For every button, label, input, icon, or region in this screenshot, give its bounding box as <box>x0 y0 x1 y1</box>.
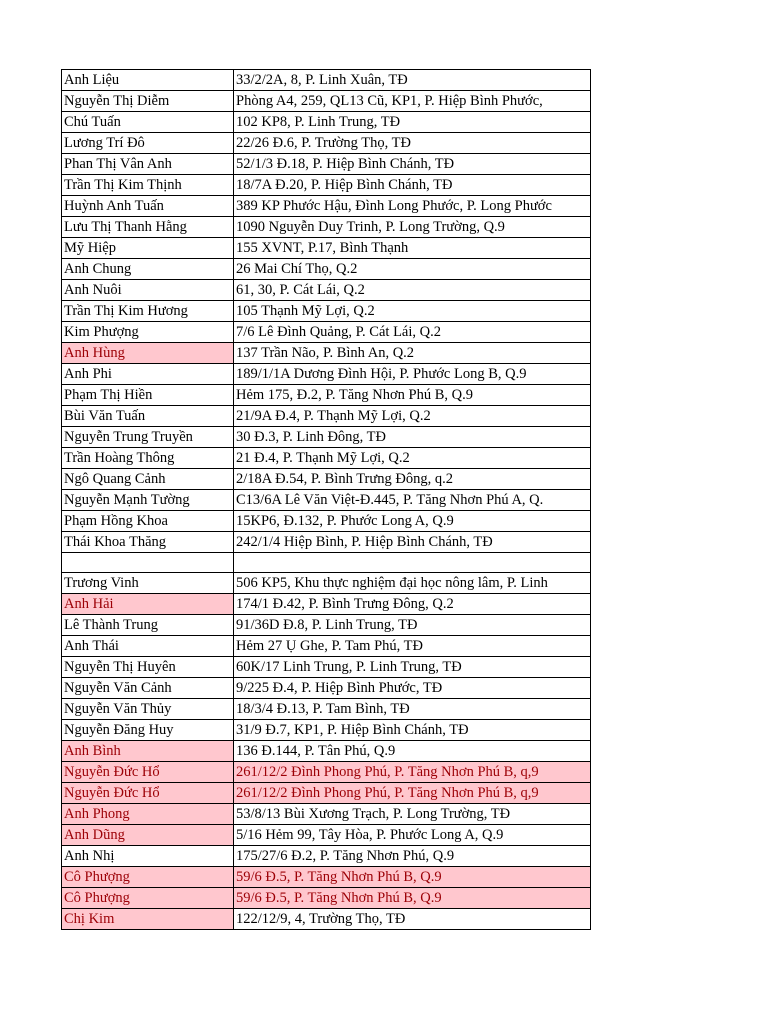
table-row <box>62 259 591 280</box>
address-cell[interactable]: 52/1/3 Đ.18, P. Hiệp Bình Chánh, TĐ <box>234 154 591 175</box>
address-cell[interactable]: 105 Thạnh Mỹ Lợi, Q.2 <box>234 301 591 322</box>
table-row <box>62 448 591 469</box>
table-row <box>62 888 591 909</box>
table-row <box>62 804 591 825</box>
name-cell[interactable]: Chú Tuấn <box>62 112 234 133</box>
name-cell[interactable]: Ngô Quang Cảnh <box>62 469 234 490</box>
table-row <box>62 322 591 343</box>
address-cell[interactable]: 506 KP5, Khu thực nghiệm đại học nông lâm, P. Linh <box>234 573 591 594</box>
address-cell[interactable]: 155 XVNT, P.17, Bình Thạnh <box>234 238 591 259</box>
name-cell[interactable]: Cô Phượng <box>62 888 234 909</box>
name-cell[interactable]: Bùi Văn Tuấn <box>62 406 234 427</box>
address-cell[interactable]: 136 Đ.144, P. Tân Phú, Q.9 <box>234 741 591 762</box>
name-cell[interactable]: Kim Phượng <box>62 322 234 343</box>
name-cell[interactable]: Anh Phi <box>62 364 234 385</box>
table-row <box>62 846 591 867</box>
name-cell[interactable]: Nguyễn Mạnh Tường <box>62 490 234 511</box>
name-cell[interactable]: Phạm Thị Hiền <box>62 385 234 406</box>
table-row <box>62 594 591 615</box>
name-cell[interactable]: Lương Trí Đô <box>62 133 234 154</box>
address-cell[interactable]: 59/6 Đ.5, P. Tăng Nhơn Phú B, Q.9 <box>234 867 591 888</box>
table-row <box>62 238 591 259</box>
name-cell[interactable]: Trần Thị Kim Thịnh <box>62 175 234 196</box>
address-cell[interactable]: 5/16 Hẻm 99, Tây Hòa, P. Phước Long A, Q.9 <box>234 825 591 846</box>
table-row <box>62 762 591 783</box>
name-cell[interactable]: Trần Thị Kim Hương <box>62 301 234 322</box>
name-cell[interactable]: Nguyễn Văn Cảnh <box>62 678 234 699</box>
address-cell[interactable]: 137 Trần Não, P. Bình An, Q.2 <box>234 343 591 364</box>
table-row <box>62 741 591 762</box>
address-cell[interactable] <box>234 553 591 573</box>
table-row <box>62 427 591 448</box>
table-row <box>62 217 591 238</box>
name-cell[interactable]: Cô Phượng <box>62 867 234 888</box>
address-cell[interactable]: 30 Đ.3, P. Linh Đông, TĐ <box>234 427 591 448</box>
name-cell[interactable]: Chị Kim <box>62 909 234 930</box>
name-cell[interactable]: Nguyễn Đức Hổ <box>62 783 234 804</box>
table-row <box>62 657 591 678</box>
name-cell[interactable]: Anh Hải <box>62 594 234 615</box>
name-cell[interactable]: Nguyễn Văn Thủy <box>62 699 234 720</box>
name-cell[interactable]: Trương Vinh <box>62 573 234 594</box>
address-sheet <box>61 69 591 930</box>
table-row <box>62 720 591 741</box>
address-cell[interactable]: 2/18A Đ.54, P. Bình Trưng Đông, q.2 <box>234 469 591 490</box>
table-row <box>62 301 591 322</box>
address-cell[interactable]: 9/225 Đ.4, P. Hiệp Bình Phước, TĐ <box>234 678 591 699</box>
name-cell[interactable] <box>62 553 234 573</box>
name-cell[interactable]: Nguyễn Đức Hổ <box>62 762 234 783</box>
table-row <box>62 112 591 133</box>
address-cell[interactable]: 18/3/4 Đ.13, P. Tam Bình, TĐ <box>234 699 591 720</box>
table-row <box>62 385 591 406</box>
address-cell[interactable]: 22/26 Đ.6, P. Trường Thọ, TĐ <box>234 133 591 154</box>
address-cell[interactable]: 60K/17 Linh Trung, P. Linh Trung, TĐ <box>234 657 591 678</box>
table-row <box>62 133 591 154</box>
address-cell[interactable]: 31/9 Đ.7, KP1, P. Hiệp Bình Chánh, TĐ <box>234 720 591 741</box>
table-row <box>62 909 591 930</box>
table-row <box>62 636 591 657</box>
table-row <box>62 615 591 636</box>
address-cell[interactable]: 21/9A Đ.4, P. Thạnh Mỹ Lợi, Q.2 <box>234 406 591 427</box>
table-row <box>62 511 591 532</box>
address-cell[interactable]: Hẻm 27 Ụ Ghe, P. Tam Phú, TĐ <box>234 636 591 657</box>
name-cell[interactable]: Lê Thành Trung <box>62 615 234 636</box>
table-row <box>62 678 591 699</box>
address-cell[interactable]: 1090 Nguyễn Duy Trinh, P. Long Trường, Q.9 <box>234 217 591 238</box>
address-cell[interactable]: 261/12/2 Đình Phong Phú, P. Tăng Nhơn Phú B, q,9 <box>234 783 591 804</box>
address-cell[interactable]: 33/2/2A, 8, P. Linh Xuân, TĐ <box>234 70 591 91</box>
address-cell[interactable]: C13/6A Lê Văn Việt-Đ.445, P. Tăng Nhơn Phú A, Q. <box>234 490 591 511</box>
name-cell[interactable]: Trần Hoàng Thông <box>62 448 234 469</box>
table-row <box>62 175 591 196</box>
address-cell[interactable]: 242/1/4 Hiệp Bình, P. Hiệp Bình Chánh, TĐ <box>234 532 591 553</box>
table-row <box>62 490 591 511</box>
address-cell[interactable]: Hẻm 175, Đ.2, P. Tăng Nhơn Phú B, Q.9 <box>234 385 591 406</box>
name-cell[interactable]: Anh Thái <box>62 636 234 657</box>
table-row <box>62 406 591 427</box>
table-row <box>62 553 591 573</box>
address-cell[interactable]: 389 KP Phước Hậu, Đình Long Phước, P. Long Phước <box>234 196 591 217</box>
name-cell[interactable]: Anh Nhị <box>62 846 234 867</box>
name-cell[interactable]: Huỳnh Anh Tuấn <box>62 196 234 217</box>
table-row <box>62 699 591 720</box>
address-cell[interactable]: 18/7A Đ.20, P. Hiệp Bình Chánh, TĐ <box>234 175 591 196</box>
name-cell[interactable]: Nguyễn Đăng Huy <box>62 720 234 741</box>
address-cell[interactable]: 102 KP8, P. Linh Trung, TĐ <box>234 112 591 133</box>
address-cell[interactable]: 61, 30, P. Cát Lái, Q.2 <box>234 280 591 301</box>
name-cell[interactable]: Anh Dũng <box>62 825 234 846</box>
address-cell[interactable]: 261/12/2 Đình Phong Phú, P. Tăng Nhơn Phú B, q,9 <box>234 762 591 783</box>
name-cell[interactable]: Phan Thị Vân Anh <box>62 154 234 175</box>
table-row <box>62 469 591 490</box>
address-cell[interactable]: 26 Mai Chí Thọ, Q.2 <box>234 259 591 280</box>
table-row <box>62 532 591 553</box>
name-cell[interactable]: Nguyễn Trung Truyền <box>62 427 234 448</box>
address-cell[interactable]: 189/1/1A Dương Đình Hội, P. Phước Long B, Q.9 <box>234 364 591 385</box>
address-cell[interactable]: 7/6 Lê Đình Quảng, P. Cát Lái, Q.2 <box>234 322 591 343</box>
name-cell[interactable]: Phạm Hồng Khoa <box>62 511 234 532</box>
name-cell[interactable]: Nguyễn Thị Huyên <box>62 657 234 678</box>
table-row <box>62 91 591 112</box>
address-cell[interactable]: 91/36D Đ.8, P. Linh Trung, TĐ <box>234 615 591 636</box>
table-row <box>62 783 591 804</box>
table-row <box>62 154 591 175</box>
address-cell[interactable]: 21 Đ.4, P. Thạnh Mỹ Lợi, Q.2 <box>234 448 591 469</box>
name-cell[interactable]: Nguyễn Thị Diễm <box>62 91 234 112</box>
address-cell[interactable]: 59/6 Đ.5, P. Tăng Nhơn Phú B, Q.9 <box>234 888 591 909</box>
table-row <box>62 280 591 301</box>
address-cell[interactable]: 15KP6, Đ.132, P. Phước Long A, Q.9 <box>234 511 591 532</box>
name-cell[interactable]: Anh Phong <box>62 804 234 825</box>
name-cell[interactable]: Lưu Thị Thanh Hằng <box>62 217 234 238</box>
name-cell[interactable]: Anh Nuôi <box>62 280 234 301</box>
name-cell[interactable]: Anh Hùng <box>62 343 234 364</box>
name-cell[interactable]: Anh Liệu <box>62 70 234 91</box>
table-row <box>62 196 591 217</box>
name-cell[interactable]: Anh Bình <box>62 741 234 762</box>
table-row <box>62 70 591 91</box>
address-cell[interactable]: 53/8/13 Bùi Xương Trạch, P. Long Trường, TĐ <box>234 804 591 825</box>
address-cell[interactable]: 175/27/6 Đ.2, P. Tăng Nhơn Phú, Q.9 <box>234 846 591 867</box>
sheet-body <box>62 70 591 930</box>
address-cell[interactable]: Phòng A4, 259, QL13 Cũ, KP1, P. Hiệp Bình Phước, <box>234 91 591 112</box>
name-cell[interactable]: Mỹ Hiệp <box>62 238 234 259</box>
address-cell[interactable]: 174/1 Đ.42, P. Bình Trưng Đông, Q.2 <box>234 594 591 615</box>
name-cell[interactable]: Anh Chung <box>62 259 234 280</box>
address-cell[interactable]: 122/12/9, 4, Trường Thọ, TĐ <box>234 909 591 930</box>
table-row <box>62 364 591 385</box>
table-row <box>62 573 591 594</box>
name-cell[interactable]: Thái Khoa Thăng <box>62 532 234 553</box>
table-row <box>62 825 591 846</box>
table-row <box>62 867 591 888</box>
table-row <box>62 343 591 364</box>
